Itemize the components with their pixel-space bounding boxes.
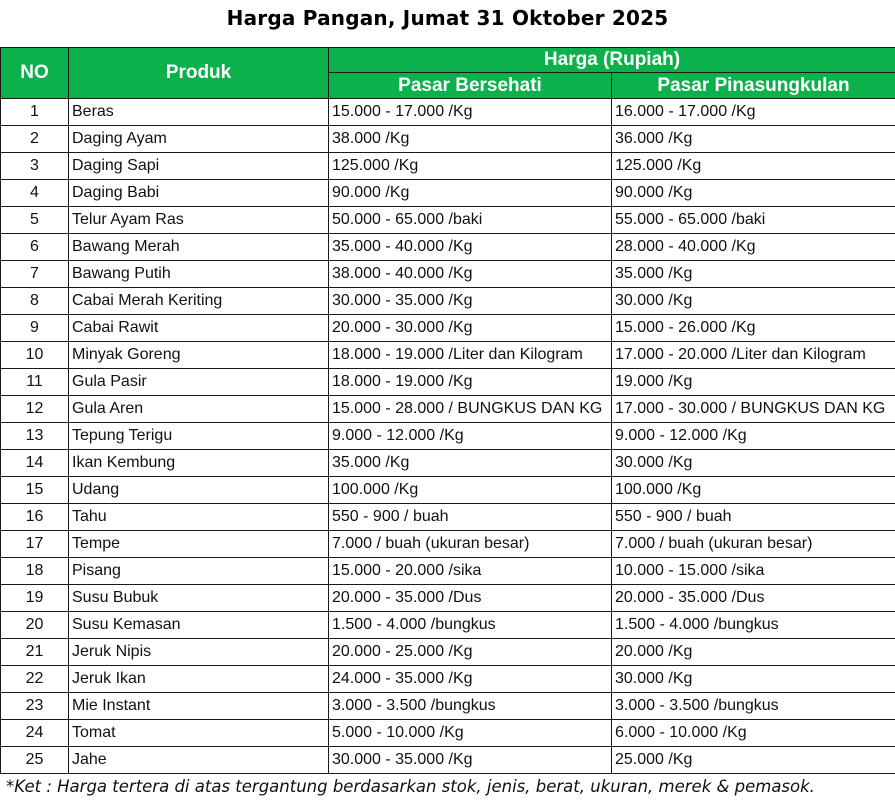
cell-no: 6 — [1, 234, 69, 261]
cell-pasar-bersehati: 7.000 / buah (ukuran besar) — [329, 531, 612, 558]
cell-produk: Gula Pasir — [69, 369, 329, 396]
cell-no: 11 — [1, 369, 69, 396]
cell-pasar-pinasungkulan: 550 - 900 / buah — [612, 504, 895, 531]
cell-pasar-pinasungkulan: 10.000 - 15.000 /sika — [612, 558, 895, 585]
table-row — [1, 531, 895, 558]
table-row — [1, 315, 895, 342]
cell-pasar-bersehati: 15.000 - 20.000 /sika — [329, 558, 612, 585]
table-row — [1, 207, 895, 234]
cell-produk: Beras — [69, 99, 329, 126]
cell-pasar-pinasungkulan: 30.000 /Kg — [612, 450, 895, 477]
table-row — [1, 639, 895, 666]
cell-produk: Udang — [69, 477, 329, 504]
cell-no: 17 — [1, 531, 69, 558]
cell-no: 21 — [1, 639, 69, 666]
cell-no: 1 — [1, 99, 69, 126]
cell-produk: Daging Babi — [69, 180, 329, 207]
table-row — [1, 558, 895, 585]
table-row — [1, 477, 895, 504]
cell-pasar-bersehati: 38.000 /Kg — [329, 126, 612, 153]
cell-produk: Tempe — [69, 531, 329, 558]
cell-pasar-bersehati: 38.000 - 40.000 /Kg — [329, 261, 612, 288]
page-title: Harga Pangan, Jumat 31 Oktober 2025 — [226, 6, 669, 30]
cell-pasar-bersehati: 20.000 - 35.000 /Dus — [329, 585, 612, 612]
cell-no: 7 — [1, 261, 69, 288]
table-row — [1, 423, 895, 450]
table-row — [1, 504, 895, 531]
header-pasar-bersehati: Pasar Bersehati — [329, 73, 612, 99]
cell-pasar-bersehati: 90.000 /Kg — [329, 180, 612, 207]
cell-pasar-pinasungkulan: 1.500 - 4.000 /bungkus — [612, 612, 895, 639]
table-row — [1, 720, 895, 747]
table-row — [1, 288, 895, 315]
cell-pasar-pinasungkulan: 19.000 /Kg — [612, 369, 895, 396]
cell-produk: Daging Ayam — [69, 126, 329, 153]
cell-no: 12 — [1, 396, 69, 423]
table-row — [1, 612, 895, 639]
cell-no: 20 — [1, 612, 69, 639]
cell-pasar-bersehati: 15.000 - 17.000 /Kg — [329, 99, 612, 126]
cell-no: 24 — [1, 720, 69, 747]
cell-pasar-bersehati: 24.000 - 35.000 /Kg — [329, 666, 612, 693]
table-row — [1, 99, 895, 126]
cell-pasar-pinasungkulan: 36.000 /Kg — [612, 126, 895, 153]
cell-pasar-pinasungkulan: 30.000 /Kg — [612, 288, 895, 315]
cell-pasar-pinasungkulan: 17.000 - 30.000 / BUNGKUS DAN KG — [612, 396, 895, 423]
cell-pasar-bersehati: 35.000 - 40.000 /Kg — [329, 234, 612, 261]
table-row — [1, 585, 895, 612]
cell-produk: Daging Sapi — [69, 153, 329, 180]
cell-pasar-pinasungkulan: 25.000 /Kg — [612, 747, 895, 774]
cell-produk: Tahu — [69, 504, 329, 531]
cell-pasar-pinasungkulan: 20.000 /Kg — [612, 639, 895, 666]
cell-pasar-bersehati: 5.000 - 10.000 /Kg — [329, 720, 612, 747]
cell-produk: Mie Instant — [69, 693, 329, 720]
cell-produk: Minyak Goreng — [69, 342, 329, 369]
cell-produk: Tepung Terigu — [69, 423, 329, 450]
cell-pasar-pinasungkulan: 7.000 / buah (ukuran besar) — [612, 531, 895, 558]
header-harga-group: Harga (Rupiah) — [329, 48, 895, 73]
cell-no: 10 — [1, 342, 69, 369]
cell-pasar-pinasungkulan: 55.000 - 65.000 /baki — [612, 207, 895, 234]
cell-pasar-pinasungkulan: 28.000 - 40.000 /Kg — [612, 234, 895, 261]
cell-produk: Tomat — [69, 720, 329, 747]
cell-pasar-pinasungkulan: 125.000 /Kg — [612, 153, 895, 180]
header-no: NO — [1, 48, 69, 99]
table-row — [1, 693, 895, 720]
cell-pasar-pinasungkulan: 9.000 - 12.000 /Kg — [612, 423, 895, 450]
cell-produk: Bawang Putih — [69, 261, 329, 288]
table-row — [1, 666, 895, 693]
cell-no: 15 — [1, 477, 69, 504]
cell-no: 14 — [1, 450, 69, 477]
header-produk: Produk — [69, 48, 329, 99]
cell-no: 4 — [1, 180, 69, 207]
cell-no: 16 — [1, 504, 69, 531]
price-table — [0, 47, 895, 774]
cell-pasar-bersehati: 9.000 - 12.000 /Kg — [329, 423, 612, 450]
table-row — [1, 261, 895, 288]
cell-no: 9 — [1, 315, 69, 342]
cell-no: 5 — [1, 207, 69, 234]
header-pasar-pinasungkulan: Pasar Pinasungkulan — [612, 73, 895, 99]
cell-produk: Jeruk Nipis — [69, 639, 329, 666]
footnote: *Ket : Harga tertera di atas tergantung berdasarkan stok, jenis, berat, ukuran, merek & pemasok. — [6, 777, 815, 796]
cell-pasar-pinasungkulan: 90.000 /Kg — [612, 180, 895, 207]
cell-produk: Bawang Merah — [69, 234, 329, 261]
table-row — [1, 450, 895, 477]
cell-produk: Cabai Rawit — [69, 315, 329, 342]
table-body — [1, 99, 895, 774]
cell-pasar-pinasungkulan: 100.000 /Kg — [612, 477, 895, 504]
table-row — [1, 369, 895, 396]
cell-produk: Gula Aren — [69, 396, 329, 423]
cell-produk: Jahe — [69, 747, 329, 774]
cell-produk: Cabai Merah Keriting — [69, 288, 329, 315]
cell-pasar-pinasungkulan: 17.000 - 20.000 /Liter dan Kilogram — [612, 342, 895, 369]
cell-produk: Susu Kemasan — [69, 612, 329, 639]
cell-no: 8 — [1, 288, 69, 315]
cell-no: 19 — [1, 585, 69, 612]
cell-pasar-pinasungkulan: 3.000 - 3.500 /bungkus — [612, 693, 895, 720]
cell-produk: Telur Ayam Ras — [69, 207, 329, 234]
cell-pasar-pinasungkulan: 20.000 - 35.000 /Dus — [612, 585, 895, 612]
cell-no: 25 — [1, 747, 69, 774]
cell-produk: Pisang — [69, 558, 329, 585]
cell-pasar-bersehati: 1.500 - 4.000 /bungkus — [329, 612, 612, 639]
table-row — [1, 747, 895, 774]
cell-produk: Susu Bubuk — [69, 585, 329, 612]
cell-produk: Jeruk Ikan — [69, 666, 329, 693]
cell-pasar-pinasungkulan: 30.000 /Kg — [612, 666, 895, 693]
cell-pasar-bersehati: 18.000 - 19.000 /Liter dan Kilogram — [329, 342, 612, 369]
cell-pasar-bersehati: 3.000 - 3.500 /bungkus — [329, 693, 612, 720]
cell-pasar-pinasungkulan: 15.000 - 26.000 /Kg — [612, 315, 895, 342]
cell-no: 2 — [1, 126, 69, 153]
cell-pasar-bersehati: 550 - 900 / buah — [329, 504, 612, 531]
cell-no: 3 — [1, 153, 69, 180]
cell-pasar-bersehati: 15.000 - 28.000 / BUNGKUS DAN KG — [329, 396, 612, 423]
table-row — [1, 126, 895, 153]
table-row — [1, 180, 895, 207]
cell-no: 23 — [1, 693, 69, 720]
cell-pasar-bersehati: 30.000 - 35.000 /Kg — [329, 747, 612, 774]
cell-pasar-bersehati: 20.000 - 30.000 /Kg — [329, 315, 612, 342]
table-row — [1, 342, 895, 369]
cell-pasar-bersehati: 20.000 - 25.000 /Kg — [329, 639, 612, 666]
header-row-top — [1, 48, 895, 73]
cell-pasar-pinasungkulan: 35.000 /Kg — [612, 261, 895, 288]
table-row — [1, 234, 895, 261]
cell-pasar-pinasungkulan: 16.000 - 17.000 /Kg — [612, 99, 895, 126]
cell-pasar-bersehati: 125.000 /Kg — [329, 153, 612, 180]
cell-no: 22 — [1, 666, 69, 693]
cell-pasar-bersehati: 30.000 - 35.000 /Kg — [329, 288, 612, 315]
cell-pasar-bersehati: 100.000 /Kg — [329, 477, 612, 504]
cell-no: 13 — [1, 423, 69, 450]
cell-produk: Ikan Kembung — [69, 450, 329, 477]
table-row — [1, 153, 895, 180]
cell-pasar-bersehati: 18.000 - 19.000 /Kg — [329, 369, 612, 396]
cell-pasar-bersehati: 50.000 - 65.000 /baki — [329, 207, 612, 234]
table-row — [1, 396, 895, 423]
cell-pasar-bersehati: 35.000 /Kg — [329, 450, 612, 477]
cell-pasar-pinasungkulan: 6.000 - 10.000 /Kg — [612, 720, 895, 747]
cell-no: 18 — [1, 558, 69, 585]
